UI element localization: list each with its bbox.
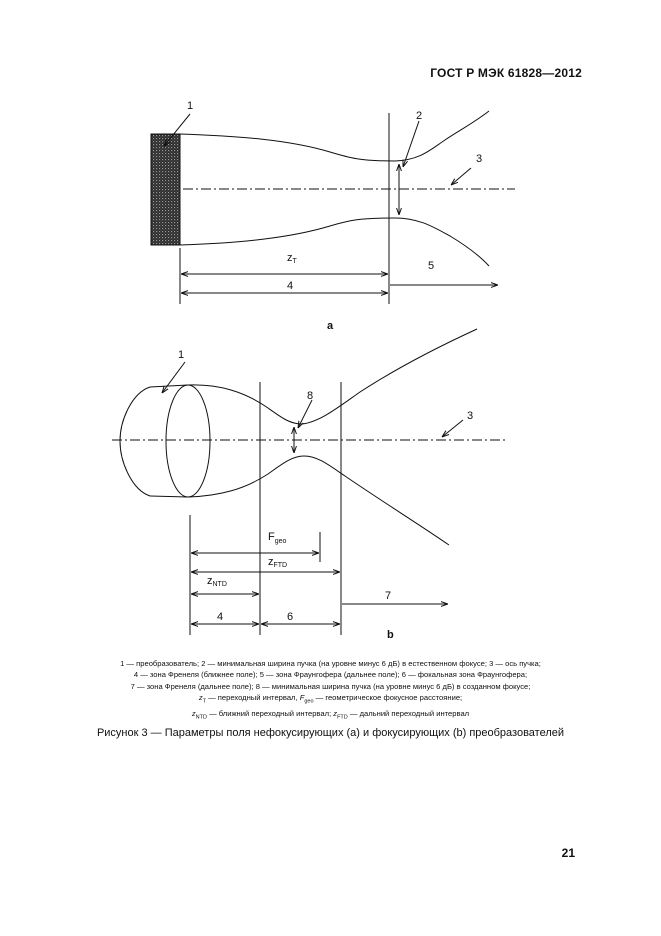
- fgeo-desc: — геометрическое фокусное расстояние;: [313, 693, 463, 703]
- zntd-symbol: z: [207, 575, 213, 587]
- fgeo-sym: F: [299, 693, 305, 703]
- leader-2-a: [403, 121, 419, 167]
- figure-b: [112, 329, 508, 635]
- panel-label-a: a: [327, 320, 334, 332]
- label-4-b: 4: [217, 611, 224, 623]
- label-1-b: 1: [178, 349, 185, 361]
- legend-line-4: [20, 692, 641, 708]
- leader-3-a: [451, 168, 471, 185]
- zftd-subscript: FTD: [273, 562, 288, 569]
- zntd-subscript: NTD: [212, 581, 227, 588]
- label-fgeo: [268, 531, 287, 545]
- transducer-flat: [151, 134, 180, 245]
- label-zftd: [268, 556, 287, 569]
- fgeo-subscript: geo: [274, 538, 287, 545]
- label-3-b: 3: [467, 410, 474, 422]
- zntd-desc: — ближний переходный интервал;: [206, 709, 334, 719]
- zt-desc: — переходный интервал,: [205, 693, 300, 703]
- beam-upper-contour-a: [180, 111, 489, 161]
- fgeo-sub: geo: [304, 698, 314, 705]
- zntd-sub: NTD: [195, 714, 207, 721]
- zt-subscript: T: [292, 258, 297, 265]
- zftd-symbol: z: [268, 556, 274, 568]
- label-2-a: 2: [416, 110, 423, 122]
- label-8-b: 8: [307, 390, 314, 402]
- figure-a-labels: [187, 100, 482, 332]
- figure-a: [151, 111, 515, 304]
- leader-1-b: [162, 362, 185, 393]
- leader-3-b: [442, 420, 463, 437]
- legend-line-3: 7 — зона Френеля (дальнее поле); 8 — минимальная ширина пучка (на уровне минус 6 дБ) в созданном фокусе;: [130, 681, 531, 691]
- label-zt-a: [287, 252, 298, 265]
- figure-caption: Рисунок 3 — Параметры поля нефокусирующих (a) и фокусирующих (b) преобразователей: [96, 727, 565, 739]
- label-7-b: 7: [385, 590, 392, 602]
- label-4-a: 4: [287, 280, 294, 292]
- transducer-cylinder-back: [120, 387, 150, 496]
- beam-lower-contour-a: [180, 218, 489, 266]
- zt-symbol: z: [287, 252, 293, 264]
- transducer-cylinder-bottom: [150, 496, 188, 497]
- zt-sub: T: [202, 698, 206, 705]
- legend-line-1: 1 — преобразователь; 2 — минимальная ширина пучка (на уровне минус 6 дБ) в естественном фокусе; 3 — ось пучка;: [120, 659, 541, 668]
- page-number: 21: [561, 846, 575, 860]
- legend-line-2: 4 — зона Френеля (ближнее поле); 5 — зона Фраунгофера (дальнее поле); 6 — фокальная зона Фраунгофера;: [133, 670, 528, 680]
- label-6-b: 6: [287, 611, 294, 623]
- fgeo-symbol: F: [268, 531, 275, 543]
- label-zntd: [207, 575, 227, 588]
- zt-sym: z: [198, 693, 203, 703]
- label-5-a: 5: [428, 260, 435, 272]
- label-1-a: 1: [187, 100, 194, 112]
- document-header: ГОСТ Р МЭК 61828—2012: [430, 66, 582, 80]
- zntd-sym: z: [191, 709, 196, 719]
- zftd-sub: FTD: [337, 714, 348, 721]
- zftd-desc: — дальний переходный интервал: [347, 709, 470, 719]
- zftd-sym: z: [333, 709, 338, 719]
- figure-legend: [20, 658, 641, 724]
- legend-line-5: [20, 708, 641, 724]
- beam-lower-contour-b: [188, 456, 449, 545]
- panel-label-b: b: [387, 629, 394, 641]
- label-3-a: 3: [476, 153, 483, 165]
- transducer-cylinder-face: [166, 385, 210, 497]
- beam-upper-contour-b: [188, 329, 477, 424]
- figure-b-labels: [178, 349, 473, 641]
